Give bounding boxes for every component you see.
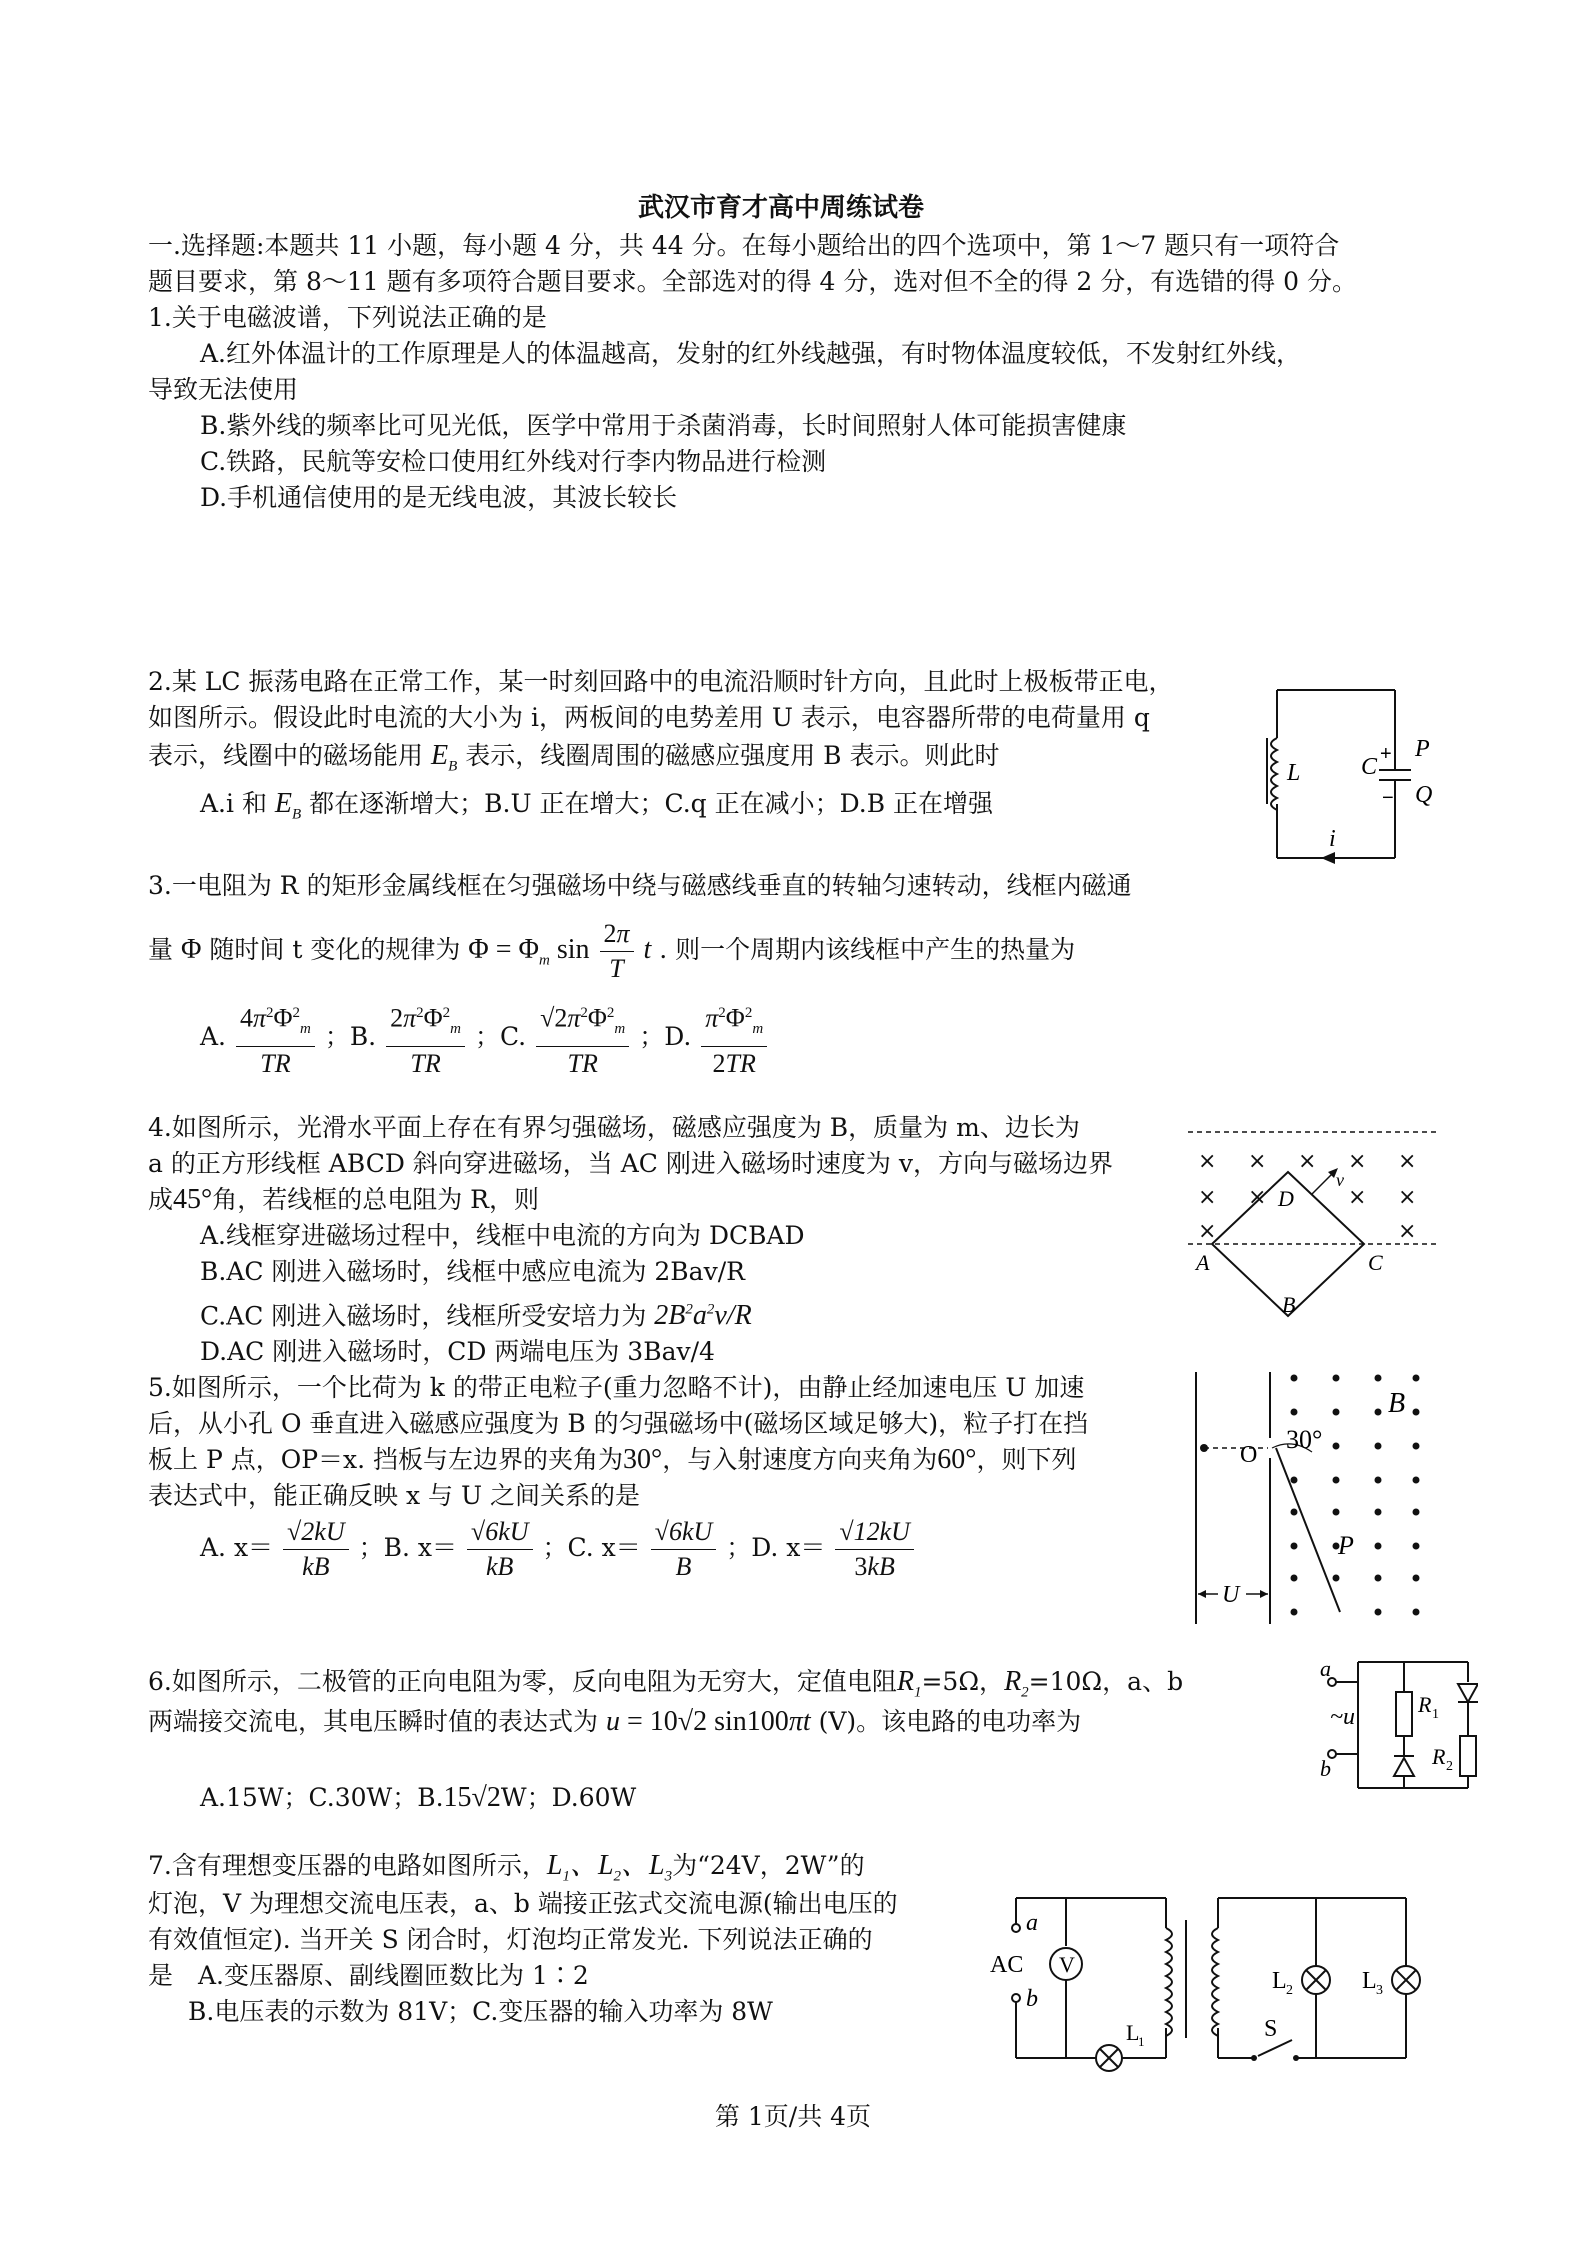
q7-line1: 7.含有理想变压器的电路如图所示，$L_1$、$L_2$、$L_3$为“24V，2W”的	[148, 1850, 865, 1885]
q4-line2: a 的正方形线框 ABCD 斜向穿进磁场，当 AC 刚进入磁场时速度为 v，方向与磁场边界	[148, 1149, 1113, 1178]
q7-line5: B.电压表的示数为 81V；C.变压器的输入功率为 8W	[188, 1997, 773, 2026]
q5-fig-label-u: U	[1222, 1582, 1240, 1608]
q7-fig-label-a: a	[1026, 1910, 1038, 1936]
q5-particle-field-diagram	[1190, 1362, 1440, 1632]
q2-fig-label-p: P	[1415, 736, 1430, 762]
q7-fig-label-l3: L	[1362, 1968, 1377, 1994]
q4-line1: 4.如图所示，光滑水平面上存在有界匀强磁场，磁感应强度为 B，质量为 m、边长为	[148, 1113, 1080, 1142]
q7-line3: 有效值恒定). 当开关 S 闭合时，灯泡均正常发光. 下列说法正确的	[148, 1925, 873, 1954]
q4-fig-label-v: v	[1336, 1170, 1344, 1190]
q4-option-d: D.AC 刚进入磁场时，CD 两端电压为 3Bav/4	[200, 1337, 715, 1366]
q4-field-x-mark: ×	[1398, 1185, 1417, 1210]
svg-text:3: 3	[1376, 1983, 1383, 1998]
q2-options: A.i 和 $E_B$ 都在逐渐增大；B.U 正在增大；C.q 正在减小；D.B 正在增强	[200, 788, 994, 823]
q6-fig-label-r1: R	[1418, 1692, 1432, 1717]
q6-options: A.15W；C.30W；B.15√2W；D.60W	[200, 1782, 637, 1813]
q2-line1: 2.某 LC 振荡电路在正常工作，某一时刻回路中的电流沿顺时针方向，且此时上极板带正电，	[148, 667, 1174, 696]
q5-line1: 5.如图所示，一个比荷为 k 的带正电粒子(重力忽略不计)，由静止经加速电压 U 加速	[148, 1373, 1085, 1402]
q6-fig-label-a: a	[1320, 1656, 1331, 1681]
q5-fig-angle: 30°	[1286, 1425, 1323, 1454]
q5-fig-label-p: P	[1338, 1531, 1354, 1560]
q4-fig-label-a: A	[1196, 1250, 1210, 1275]
q4-field-x-mark: ×	[1198, 1219, 1217, 1244]
q1-option-a-line1: A.红外体温计的工作原理是人的体温越高，发射的红外线越强，有时物体温度较低，不发射红外线，	[200, 339, 1302, 368]
page-title: 武汉市育才高中周练试卷	[638, 193, 925, 223]
q2-fig-label-q: Q	[1415, 782, 1433, 808]
section-instructions-line1: 一.选择题:本题共 11 小题，每小题 4 分，共 44 分。在每小题给出的四个选项中，第 1～7 题只有一项符合	[148, 231, 1340, 260]
q2-line3: 表示，线圈中的磁场能用 $E_B$ 表示，线圈周围的磁感应强度用 B 表示。则此时	[148, 740, 1000, 775]
q7-transformer-circuit-diagram	[986, 1880, 1436, 2080]
q7-fig-label-s: S	[1264, 2016, 1278, 2042]
q4-field-x-mark: ×	[1198, 1185, 1217, 1210]
q6-diode-circuit-diagram	[1318, 1652, 1478, 1802]
q4-magnetic-field-diagram	[1188, 1124, 1438, 1334]
q2-lc-circuit-diagram	[1255, 680, 1455, 880]
q1-option-a-line2: 导致无法使用	[148, 375, 299, 404]
page-footer: 第 1页/共 4页	[714, 2102, 872, 2131]
q6-line1: 6.如图所示，二极管的正向电阻为零，反向电阻为无穷大，定值电阻$R_1=5\Omega$，$R_2=10\Omega$，a、b	[148, 1666, 1184, 1701]
q4-field-x-mark: ×	[1248, 1185, 1267, 1210]
q5-line3: 板上 P 点，OP＝x. 挡板与左边界的夹角为30°，与入射速度方向夹角为60°，则下列	[148, 1444, 1077, 1475]
q7-line4: 是 A.变压器原、副线圈匝数比为 1∶2	[148, 1961, 589, 1990]
q2-line2: 如图所示。假设此时电流的大小为 i，两板间的电势差用 U 表示，电容器所带的电荷量用 q	[148, 703, 1150, 732]
svg-text:2: 2	[1446, 1759, 1453, 1774]
q6-fig-label-b: b	[1320, 1756, 1331, 1781]
q4-field-x-mark: ×	[1198, 1149, 1217, 1174]
q5-line4: 表达式中，能正确反映 x 与 U 之间关系的是	[148, 1481, 640, 1510]
q2-fig-minus: −	[1382, 787, 1394, 809]
q7-fig-label-l2: L	[1272, 1968, 1287, 1994]
q6-line2: 两端接交流电，其电压瞬时值的表达式为 u = 10√2 sin100πt (V)。该电路的电功率为	[148, 1706, 1082, 1737]
q4-field-x-mark: ×	[1248, 1149, 1267, 1174]
q1-option-c: C.铁路，民航等安检口使用红外线对行李内物品进行检测	[200, 447, 827, 476]
q7-fig-voltmeter-label: V	[1059, 1952, 1075, 1977]
q3-options: A. $\frac{4\pi^2\Phi^2_m}{TR}$ ；B. $\frac{2\pi^2\Phi^2_m}{TR}$ ；C. $\frac{√2\pi^2\Phi^2_m}{TR}$ ；D. $\frac{\pi^2\Phi^2_m}{2TR}$	[200, 996, 769, 1081]
q6-fig-label-u: ~u	[1330, 1704, 1355, 1730]
section-instructions-line2: 题目要求，第 8～11 题有多项符合题目要求。全部选对的得 4 分，选对但不全的得 2 分，有选错的得 0 分。	[148, 267, 1358, 296]
q5-options: A. x＝ $\frac{√2kU}{kB}$ ；B. x＝ $\frac{√6kU}{kB}$ ；C. x＝ $\frac{√6kU}{B}$ ；D. x＝ $\frac{√12kU}{3kB}$	[200, 1510, 916, 1586]
q7-fig-label-b: b	[1026, 1986, 1038, 2012]
q4-field-x-mark: ×	[1398, 1219, 1417, 1244]
q5-fig-label-o: O	[1240, 1442, 1258, 1468]
svg-text:2: 2	[1286, 1983, 1293, 1998]
q5-fig-label-b: B	[1388, 1388, 1406, 1419]
q2-fig-label-i: i	[1329, 826, 1336, 852]
q4-line3: 成45°角，若线框的总电阻为 R，则	[148, 1184, 539, 1215]
q4-field-x-mark: ×	[1348, 1185, 1367, 1210]
q4-option-c: C.AC 刚进入磁场时，线框所受安培力为 $2B^2a^2v/R$	[200, 1300, 752, 1332]
q4-option-a: A.线框穿进磁场过程中，线框中电流的方向为 DCBAD	[200, 1221, 805, 1250]
q2-fig-plus: +	[1380, 743, 1392, 765]
q3-line2: 量 Φ 随时间 t 变化的规律为 $\Phi = \Phi_m$ sin $\frac{2\pi}{T}$ t . 则一个周期内该线框中产生的热量为	[148, 919, 1076, 983]
q7-fig-label-ac: AC	[990, 1952, 1024, 1978]
q4-field-x-mark: ×	[1348, 1149, 1367, 1174]
q1-option-d: D.手机通信使用的是无线电波，其波长较长	[200, 483, 678, 512]
q4-fig-label-d: D	[1278, 1186, 1294, 1211]
q4-option-b: B.AC 刚进入磁场时，线框中感应电流为 2Bav/R	[200, 1257, 745, 1286]
q4-fig-label-c: C	[1368, 1250, 1383, 1275]
svg-text:1: 1	[1432, 1707, 1439, 1722]
q5-line2: 后，从小孔 O 垂直进入磁感应强度为 B 的匀强磁场中(磁场区域足够大)，粒子打在挡	[148, 1409, 1089, 1438]
q2-fig-label-l: L	[1287, 760, 1301, 786]
q4-field-x-mark: ×	[1298, 1149, 1317, 1174]
q7-fig-label-l1: L	[1126, 2020, 1140, 2045]
q7-line2: 灯泡，V 为理想交流电压表，a、b 端接正弦式交流电源(输出电压的	[148, 1889, 898, 1918]
svg-text:1: 1	[1138, 2034, 1145, 2049]
q4-fig-label-b: B	[1282, 1292, 1296, 1317]
q3-line1: 3.一电阻为 R 的矩形金属线框在匀强磁场中绕与磁感线垂直的转轴匀速转动，线框内磁通	[148, 871, 1132, 900]
q4-field-x-mark: ×	[1398, 1149, 1417, 1174]
q1-option-b: B.紫外线的频率比可见光低，医学中常用于杀菌消毒，长时间照射人体可能损害健康	[200, 411, 1127, 440]
q6-fig-label-r2: R	[1432, 1744, 1446, 1769]
q1-stem: 1.关于电磁波谱，下列说法正确的是	[148, 303, 547, 332]
q2-fig-label-c: C	[1361, 754, 1378, 780]
